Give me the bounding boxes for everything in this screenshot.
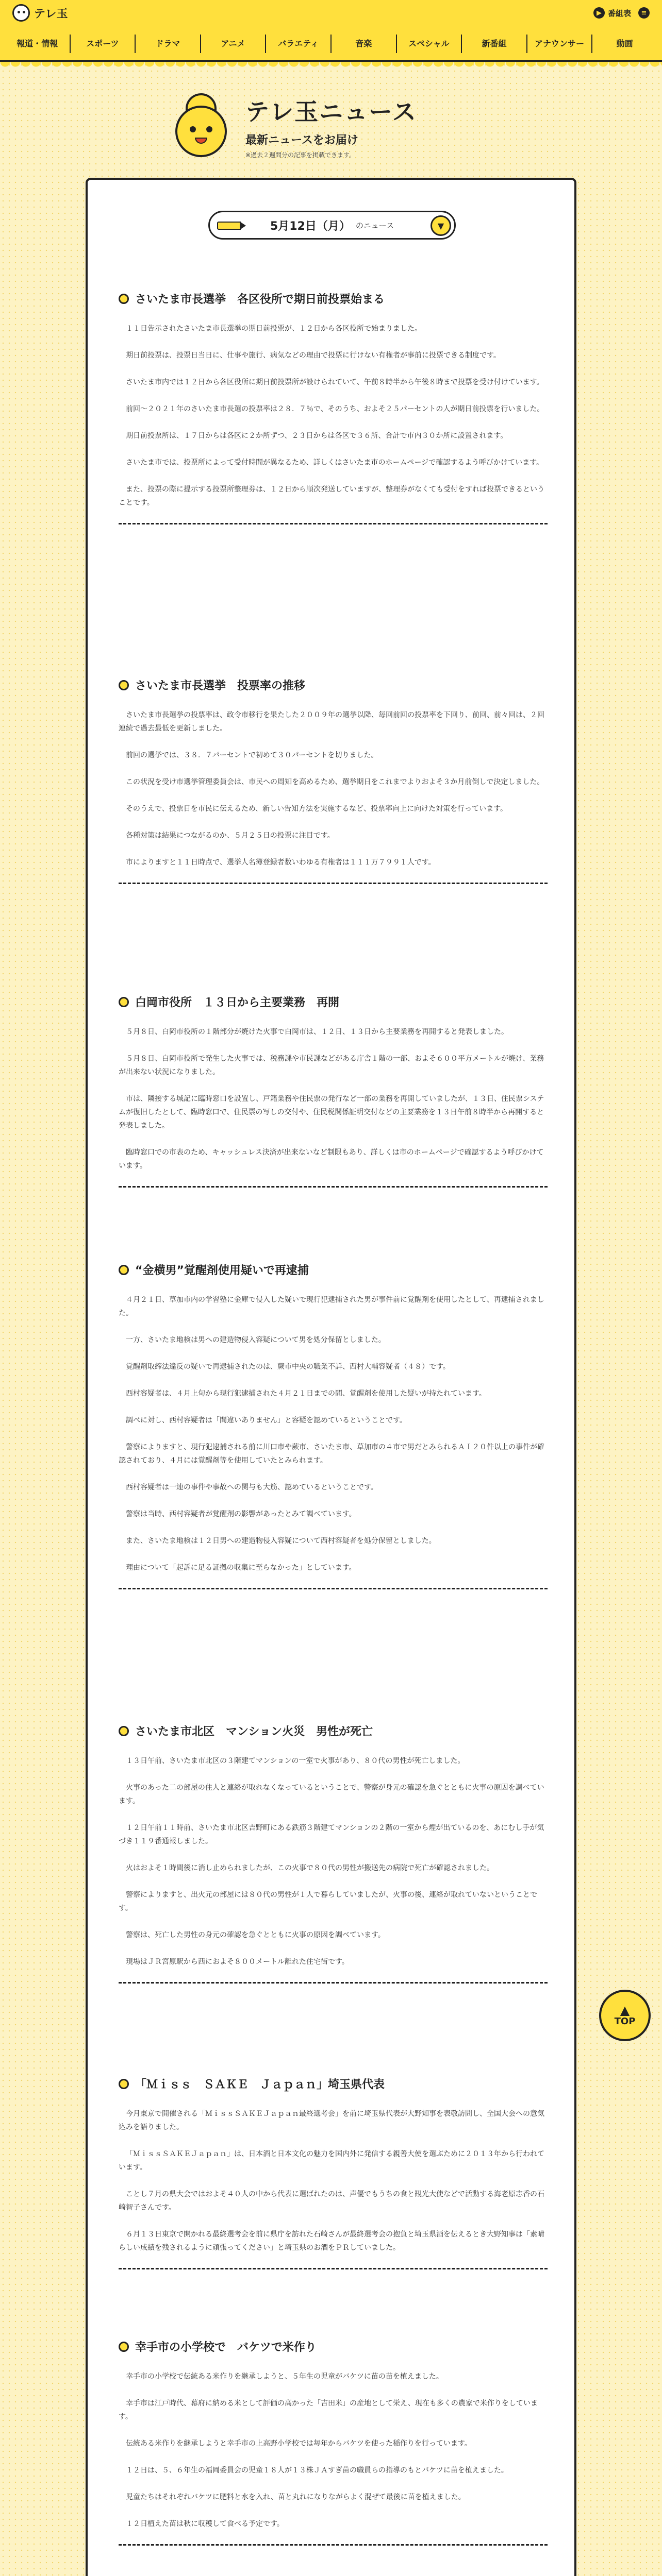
article-paragraph: 期日前投票は、投票日当日に、仕事や旅行、病気などの理由で投票に行けない有権者が事前に投票できる制度です。 xyxy=(126,351,501,360)
date-selector[interactable] xyxy=(208,211,456,240)
article-paragraph: さいたま市では、投票所によって受付時間が異なるため、詳しくはさいたま市のホームページで確認するよう呼びかけています。 xyxy=(126,459,544,467)
nav-item-new-programs[interactable]: 新番組 xyxy=(462,35,527,53)
article-paragraph: 火事のあった二の部屋の住人と連絡が取れなくなっているということで、警察が身元の確認を急ぐとともに火事の原因を調べています。 xyxy=(119,1784,544,1805)
article-paragraph: 理由について「起訴に足る証拠の収集に至らなかった」としています。 xyxy=(126,1564,356,1572)
article-paragraph: 幸手市は江戸時代、幕府に納める米として評価の高かった「吉田米」の産地として栄え、現在も多くの農家で米作りをしています。 xyxy=(119,2399,538,2421)
article-title xyxy=(119,2076,548,2092)
pencil-icon xyxy=(217,222,241,230)
article-divider xyxy=(119,523,548,524)
article-paragraph: １１日告示されたさいたま市長選挙の期日前投票が、１２日から各区役所で始まりました。 xyxy=(126,325,422,333)
article-divider xyxy=(119,1982,548,1984)
article-paragraph: 調べに対し、西村容疑者は「間違いありません」と容疑を認めているということです。 xyxy=(126,1416,407,1425)
arrow-up-icon: ▲ xyxy=(620,2003,630,2018)
nav-item-videos[interactable]: 動画 xyxy=(616,39,633,48)
bullet-icon xyxy=(119,1265,129,1275)
news-article xyxy=(119,677,548,884)
article-paragraph: 「ＭｉｓｓＳＡＫＥＪａｐａｎ」は、日本酒と日本文化の魅力を国内外に発信する親善大使を選ぶために２０１３年から行われています。 xyxy=(119,2150,544,2172)
nav-item-news[interactable]: 報道・情報 xyxy=(5,35,71,53)
page-header xyxy=(170,88,500,165)
program-guide-link[interactable] xyxy=(593,7,631,19)
bullet-icon xyxy=(119,2079,129,2089)
mascot-illustration-icon xyxy=(170,90,232,162)
article-paragraph: さいたま市内では１２日から各区役所に期日前投票所が設けられていて、午前８時半から午後８時まで投票を受け付けています。 xyxy=(126,378,544,386)
news-article xyxy=(119,1723,548,1984)
article-paragraph: １２日植えた苗は秋に収穫して食べる予定です。 xyxy=(126,2520,284,2528)
article-paragraph: 一方、さいたま地検は男への建造物侵入容疑について男を処分保留としました。 xyxy=(126,1336,386,1344)
mascot-logo-icon xyxy=(12,4,30,22)
article-paragraph: 臨時窓口での市表のため、キャッシュレス決済が出来ないなど制限もあり、詳しくは市のホームページで確認するよう呼びかけています。 xyxy=(119,1148,544,1170)
article-paragraph: また、さいたま地検は１２日男への建造物侵入容疑について西村容疑者を処分保留としました。 xyxy=(126,1537,436,1545)
article-paragraph: また、投票の際に提示する投票所整理券は、１２日から順次発送していますが、整理券がなくても受付をすれば投票できるということです。 xyxy=(119,485,544,507)
article-paragraph: 市によりますと１１日時点で、選挙人名簿登録者数いわゆる有権者は１１１万７９９１人です。 xyxy=(126,858,436,867)
article-paragraph: １２日午前１１時前、さいたま市北区吉野町にある鉄筋３階建てマンションの２階の一室から煙が出ているのを、あにむし手が気づき１１９番通報しました。 xyxy=(119,1824,544,1845)
news-article xyxy=(119,2338,548,2546)
menu-icon[interactable]: ≡ xyxy=(638,7,650,19)
top-right-links xyxy=(593,7,650,19)
article-paragraph: 西村容疑者は一連の事件や事故への関与も大筋、認めているということです。 xyxy=(126,1483,378,1492)
nav-item-anime[interactable]: アニメ xyxy=(201,35,267,53)
article-paragraph: 警察は、死亡した男性の身元の確認を急ぐとともに火事の原因を調べています。 xyxy=(126,1931,385,1939)
article-paragraph: 覚醒剤取締法違反の疑いで再逮捕されたのは、蕨市中央の職業不詳、西村大輔容疑者（４８）です。 xyxy=(126,1363,450,1371)
article-title-text: さいたま市長選挙 投票率の推移 xyxy=(135,680,306,692)
article-title xyxy=(119,2338,548,2354)
article-title xyxy=(119,1262,548,1278)
news-panel xyxy=(86,178,576,2576)
article-paragraph: ６月１３日東京で開かれる最終選考会を前に県庁を訪れた石崎さんが最終選考会の抱負と埼玉県酒を伝えるとき大野知事は「素晴らしい成績を残されるように頑張ってください」と埼玉県のお酒をＰＲしていました。 xyxy=(119,2230,544,2252)
tv-icon: ▶ xyxy=(593,7,605,19)
article-title xyxy=(119,291,548,307)
article-paragraph: 前回～２０２１年のさいたま市長選の投票率は２８．７％で、そのうち、およそ２５パーセントの人が期日前投票を行いました。 xyxy=(126,405,544,413)
article-title-text: さいたま市北区 マンション火災 男性が死亡 xyxy=(135,1725,373,1738)
selected-date: 5月12日（月） xyxy=(270,219,351,233)
nav-item-variety[interactable]: バラエティ xyxy=(266,35,332,53)
article-title-text: さいたま市長選挙 各区役所で期日前投票始まる xyxy=(135,293,385,306)
article-paragraph: 児童たちはそれぞれバケツに肥料と水を入れ、苗と丸れになりながらよく混ぜて最後に苗を植えました。 xyxy=(126,2493,466,2501)
main-nav xyxy=(0,26,662,62)
article-title-text: “金横男”覚醒剤使用疑いで再逮捕 xyxy=(135,1264,309,1277)
article-paragraph: そのうえで、投票日を市民に伝えるため、新しい告知方法を実施するなど、投票率向上に向けた対策を行っています。 xyxy=(126,805,508,813)
program-guide-label: 番組表 xyxy=(607,8,631,18)
article-paragraph: ことし７月の県大会ではおよそ４０人の中から代表に選ばれたのは、声優でもうちの食と観光大使などで活動する海老原志香の石崎智子さんです。 xyxy=(119,2190,544,2212)
date-suffix: のニュース xyxy=(355,221,394,230)
article-divider xyxy=(119,1588,548,1589)
article-paragraph: 今月東京で開催される「ＭｉｓｓＳＡＫＥＪａｐａｎ最終選考会」を前に埼玉県代表が大野知事を表敬訪問し、全国大会への意気込みを語りました。 xyxy=(119,2110,544,2131)
page-title: テレ玉ニュース xyxy=(245,98,417,126)
top-bar xyxy=(0,0,662,26)
page-subtitle: 最新ニュースをお届け xyxy=(245,134,358,147)
news-article xyxy=(119,994,548,1188)
logo-text: テレ玉 xyxy=(34,7,68,21)
nav-wave-decoration xyxy=(0,62,662,69)
article-paragraph: 西村容疑者は、４月上旬から現行犯逮捕された４月２１日までの間、覚醒剤を使用した疑いが持たれています。 xyxy=(126,1389,486,1398)
article-paragraph: 各種対策は結果につながるのか、５月２５日の投票に注目です。 xyxy=(126,832,335,840)
article-paragraph: ４月２１日、草加市内の学習塾に金庫で侵入した疑いで現行犯逮捕された男が事件前に覚醒剤を使用したとして、再逮捕されました。 xyxy=(119,1296,544,1317)
article-paragraph: ５月８日、白岡市役所で発生した火事では、税務課や市民課などがある庁舎１階の一部、およそ６００平方メートルが焼け、業務が出来ない状況になりました。 xyxy=(119,1055,544,1076)
article-divider xyxy=(119,2544,548,2546)
bullet-icon xyxy=(119,1726,129,1736)
article-paragraph: 警察は当時、西村容疑者が覚醒剤の影響があったとみて調べています。 xyxy=(126,1510,356,1518)
article-title-text: 幸手市の小学校で バケツで米作り xyxy=(135,2341,317,2354)
news-article xyxy=(119,2076,548,2269)
bullet-icon xyxy=(119,997,129,1007)
news-article xyxy=(119,291,548,524)
page-note: ※過去２週間分の記事を掲載できます。 xyxy=(245,151,356,159)
article-paragraph: ５月８日、白岡市役所の１階部分が焼けた火事で白岡市は、１２日、１３日から主要業務を再開すると発表しました。 xyxy=(126,1028,508,1036)
article-divider xyxy=(119,2268,548,2269)
news-article xyxy=(119,1262,548,1589)
article-paragraph: 期日前投票所は、１７日からは各区に２か所ずつ、２３日からは各区で３６所、合計で市内３０か所に設置されます。 xyxy=(126,432,508,440)
back-to-top-button[interactable] xyxy=(599,1990,651,2041)
article-paragraph: 警察によりますと、現行犯逮捕される前に川口市や蕨市、さいたま市、草加市の４市で男だとみられるＡＩ２０件以上の事件が確認されており、４月には覚醒剤等を使用していたとみられます。 xyxy=(119,1443,544,1465)
article-paragraph: さいたま市長選挙の投票率は、政令市移行を果たした２００９年の選挙以降、毎回前回の投票率を下回り、前回、前々回は、２回連続で過去最低を更新しました。 xyxy=(119,711,544,733)
nav-item-sports[interactable]: スポーツ xyxy=(71,35,136,53)
article-title xyxy=(119,994,548,1010)
article-paragraph: １３日午前、さいたま市北区の３階建てマンションの一室で火事があり、８０代の男性が死亡しました。 xyxy=(126,1757,465,1765)
bullet-icon xyxy=(119,2342,129,2352)
bullet-icon xyxy=(119,680,129,690)
article-divider xyxy=(119,883,548,884)
article-paragraph: 火はおよそ１時間後に消し止められましたが、この火事で８０代の男性が搬送先の病院で死亡が確認されました。 xyxy=(126,1864,494,1872)
article-title-text: 「Ｍｉｓｓ ＳＡＫＥ Ｊａｐａｎ」埼玉県代表 xyxy=(135,2078,385,2091)
article-paragraph: 市は、隣接する城記に臨時窓口を設置し、戸籍業務や住民票の発行など一部の業務を再開していましたが、１３日、住民票システムが復旧したとして、臨時窓口で、住民票の写しの交付や、住民税関係証明交付などの主要業務を１３日午前８時半から再開すると発表しました。 xyxy=(119,1095,544,1130)
article-paragraph: 警察によりますと、出火元の部屋には８０代の男性が１人で暮らしていましたが、火事の後、連絡が取れていないということです。 xyxy=(119,1891,537,1912)
nav-item-announcers[interactable]: アナウンサー xyxy=(527,35,593,53)
bullet-icon xyxy=(119,294,129,304)
nav-item-music[interactable]: 音楽 xyxy=(332,35,397,53)
article-paragraph: 現場はＪＲ宮原駅から西におよそ８００メートル離れた住宅街です。 xyxy=(126,1958,349,1966)
nav-item-drama[interactable]: ドラマ xyxy=(136,35,201,53)
article-paragraph: 前回の選挙では、３８．７パーセントで初めて３０パーセントを切りました。 xyxy=(126,751,378,759)
article-paragraph: 幸手市の小学校で伝統ある米作りを継承しようと、５年生の児童がバケツに苗の苗を植えました。 xyxy=(126,2372,443,2381)
article-divider xyxy=(119,1186,548,1188)
back-to-top-label: TOP xyxy=(614,2015,636,2027)
article-paragraph: １２日は、５、６年生の福岡委員会の児童１８人が１３株ＪＡすぎ苗の職員らの指導のもとバケツに苗を植えました。 xyxy=(126,2466,508,2475)
nav-item-special[interactable]: スペシャル xyxy=(397,35,462,53)
article-paragraph: この状況を受け市選挙管理委員会は、市民への周知を高めるため、選挙期日をこれまでよりおよそ３か月前倒しで決定しました。 xyxy=(126,778,544,786)
article-paragraph: 伝統ある米作りを継承しようと幸手市の上高野小学校では毎年からバケツを使った稲作りを行っています。 xyxy=(126,2439,472,2448)
site-logo[interactable] xyxy=(12,4,68,22)
article-title xyxy=(119,677,548,693)
article-title-text: 白岡市役所 １３日から主要業務 再開 xyxy=(135,996,340,1009)
article-title xyxy=(119,1723,548,1739)
chevron-down-icon[interactable]: ▼ xyxy=(431,215,451,236)
